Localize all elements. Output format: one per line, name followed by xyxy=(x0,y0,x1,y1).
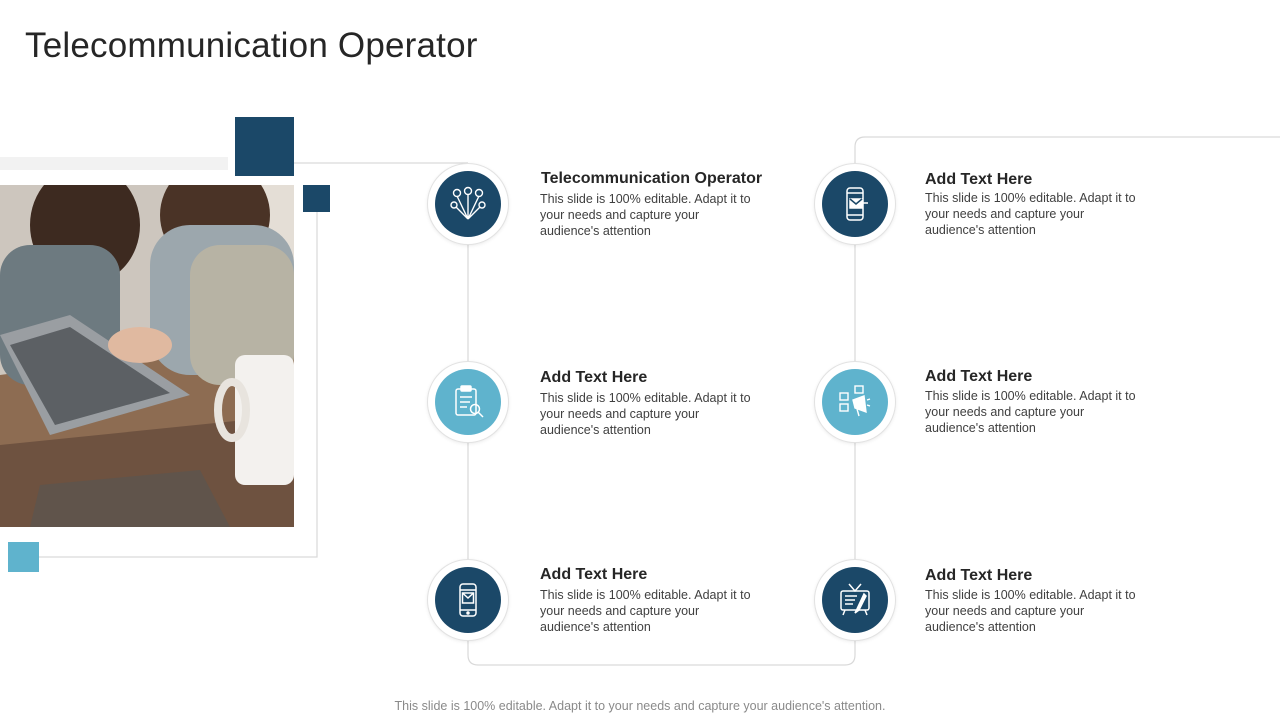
item-3-badge xyxy=(428,560,508,640)
item-3-desc: This slide is 100% editable. Adapt it to your needs and capture your audience's attention xyxy=(540,588,751,634)
network-nodes-icon xyxy=(449,185,487,223)
item-4-desc: This slide is 100% editable. Adapt it to your needs and capture your audience's attention xyxy=(925,191,1136,237)
decor-square-light xyxy=(8,542,39,572)
megaphone-chat-icon xyxy=(837,384,873,420)
item-2-desc: This slide is 100% editable. Adapt it to your needs and capture your audience's attention xyxy=(540,391,751,437)
decor-square-large xyxy=(235,117,294,176)
footer-note: This slide is 100% editable. Adapt it to your needs and capture your audience's attention. xyxy=(394,699,886,713)
page-title: Telecommunication Operator xyxy=(25,26,478,65)
item-5-badge xyxy=(815,362,895,442)
item-2-badge xyxy=(428,362,508,442)
item-5-title: Add Text Here xyxy=(925,368,1033,385)
photo-people-laptop xyxy=(0,185,294,527)
item-1-badge xyxy=(428,164,508,244)
item-6-desc: This slide is 100% editable. Adapt it to your needs and capture your audience's attention xyxy=(925,588,1136,634)
item-1-title: Telecommunication Operator xyxy=(541,170,763,187)
item-4-badge xyxy=(815,164,895,244)
top-grey-bar xyxy=(0,157,228,170)
tv-edit-icon xyxy=(837,582,873,618)
clipboard-search-icon xyxy=(450,384,486,420)
item-4-title: Add Text Here xyxy=(925,171,1033,188)
item-6-badge xyxy=(815,560,895,640)
mobile-message-icon xyxy=(450,582,486,618)
item-5-desc: This slide is 100% editable. Adapt it to your needs and capture your audience's attention xyxy=(925,389,1136,435)
phone-mail-icon xyxy=(837,186,873,222)
decor-square-small xyxy=(303,185,330,212)
item-1-desc: This slide is 100% editable. Adapt it to your needs and capture your audience's attention xyxy=(540,192,751,238)
item-6-title: Add Text Here xyxy=(925,567,1033,584)
item-3-title: Add Text Here xyxy=(540,566,648,583)
item-2-title: Add Text Here xyxy=(540,369,648,386)
